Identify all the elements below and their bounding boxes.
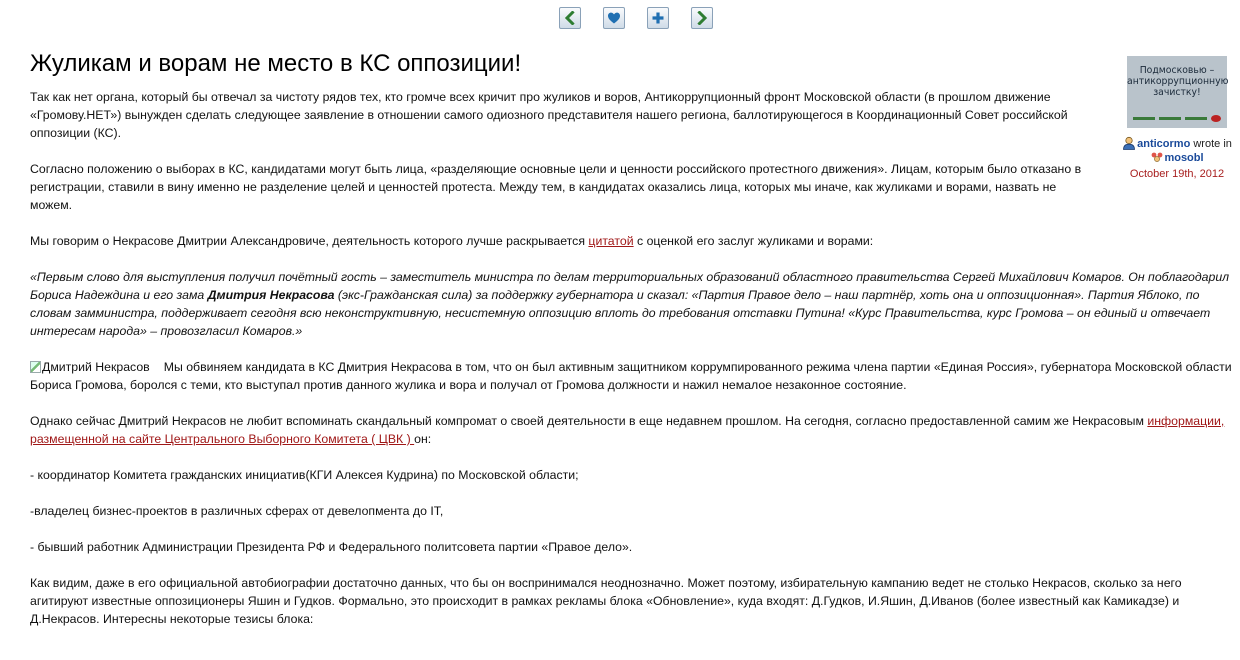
paragraph-election-rules: Согласно положению о выборах в КС, кандидатами могут быть лица, «разделяющие основные цели и ценности российского протестного движения». Лицам, которым было отказано в регистрации, ставили в вину именно не разделение целей и ценностей протеста. Между тем, в кандидатах оказались лица, которых мы иначе, как жуликами и ворами, назвать не можем. xyxy=(30,162,1082,212)
add-to-memories-button[interactable] xyxy=(603,7,625,29)
paragraph-campaign: Как видим, даже в его официальной автобиографии достаточно данных, что бы он воспринимался неоднозначно. Может поэтому, избирательную кампанию ведет не столько Некрасов, сколько за него агитируют известные оппозиционеры Яшин и Гудков. Формально, это происходит в рамках рекламы блока «Обновление», куда входят: Д.Гудков, И.Яшин, Д.Иванов (более известный как Камикадзе) и Д.Некрасов. Интересны некоторые тезисы блока: xyxy=(30,576,1182,626)
arrow-right-icon xyxy=(695,11,709,25)
list-item-kgi: - координатор Комитета гражданских инициатив(КГИ Алексея Кудрина) по Московской области; xyxy=(30,468,579,482)
entry-navigation xyxy=(559,7,713,29)
paragraph-accusation: Дмитрий Некрасов Мы обвиняем кандидата в КС Дмитрия Некрасова в том, что он был активным защитником коррумпированного режима члена партии «Единая Россия», губернатора Московской области Бориса Громова, боролся с теми, кто выступал против данного жулика и вора и получал от Громова должности и нажил немалое незаконное состояние. xyxy=(30,360,1232,392)
list-item-administration: - бывший работник Администрации Президента РФ и Федерального политсовета партии «Правое дело». xyxy=(30,540,633,554)
arrow-left-icon xyxy=(563,11,577,25)
broken-image: Дмитрий Некрасов xyxy=(30,358,150,376)
quote-link[interactable]: цитатой xyxy=(588,234,634,248)
paragraph-quote: «Первым слово для выступления получил почётный гость – заместитель министра по делам территориальных образований областного правительства Сергей Михайлович Комаров. Он поблагодарил Бориса Надеждина и его зама Дмитрия Некрасова (экс-Гражданская сила) за поддержку губернатора и сказал: «Партия Правое дело – наш партнёр, хоть она и оппозиционная». Партия Яблоко, по словам замминистра, поддерживает сегодня всю неконструктивную, несистемную оппозицию вплоть до требования отставки Путина! «Курс Правительства, курс Громова – он единый и отвечает интересам народа» – провозгласил Комаров.» xyxy=(30,270,1230,338)
plus-icon xyxy=(651,11,665,25)
prev-entry-button[interactable] xyxy=(559,7,581,29)
paragraph-quote-intro: Мы говорим о Некрасове Дмитрии Александровиче, деятельность которого лучше раскрывается цитатой с оценкой его заслуг жуликами и ворами: xyxy=(30,234,874,248)
post-date: October 19th, 2012 xyxy=(1129,168,1225,180)
heart-icon xyxy=(607,11,621,25)
author-username-link[interactable]: anticormo xyxy=(1137,138,1191,150)
community-name-link[interactable]: mosobl xyxy=(1164,152,1204,164)
post-title: Жуликам и ворам не место в КС оппозиции! xyxy=(30,50,522,77)
cvk-info-link[interactable]: информации, размещенной на сайте Центрального Выборного Комитета ( ЦВК ) xyxy=(30,414,1225,446)
broken-image-icon xyxy=(30,361,41,373)
paragraph-intro: Так как нет органа, который бы отвечал за чистоту рядов тех, кто громче всех кричит про жуликов и воров, Антикоррупционный фронт Московской области (в прошлом движение «Громову.НЕТ») вынужден сделать следующее заявление в отношении самого одиозного представителя нашего региона, баллотирующегося в Координационный Совет российской оппозиции (КС). xyxy=(30,90,1068,140)
post-body xyxy=(30,88,1238,646)
paragraph-biography: Однако сейчас Дмитрий Некрасов не любит вспоминать скандальный компромат о своей деятельности в еще недавнем прошлом. На сегодня, согласно предоставленной самим же Некрасовым информации, размещенной на сайте Центрального Выборного Комитета ( ЦВК ) он: xyxy=(30,414,1225,446)
list-item-business: -владелец бизнес-проектов в различных сферах от девелопмента до IT, xyxy=(30,504,444,518)
wrote-in-text: wrote in xyxy=(1193,138,1232,150)
add-entry-button[interactable] xyxy=(647,7,669,29)
userpic-caption: Подмосковью – антикоррупционную зачистку! xyxy=(1127,65,1229,98)
quote-bold-name: Дмитрия Некрасова xyxy=(207,288,335,302)
next-entry-button[interactable] xyxy=(691,7,713,29)
